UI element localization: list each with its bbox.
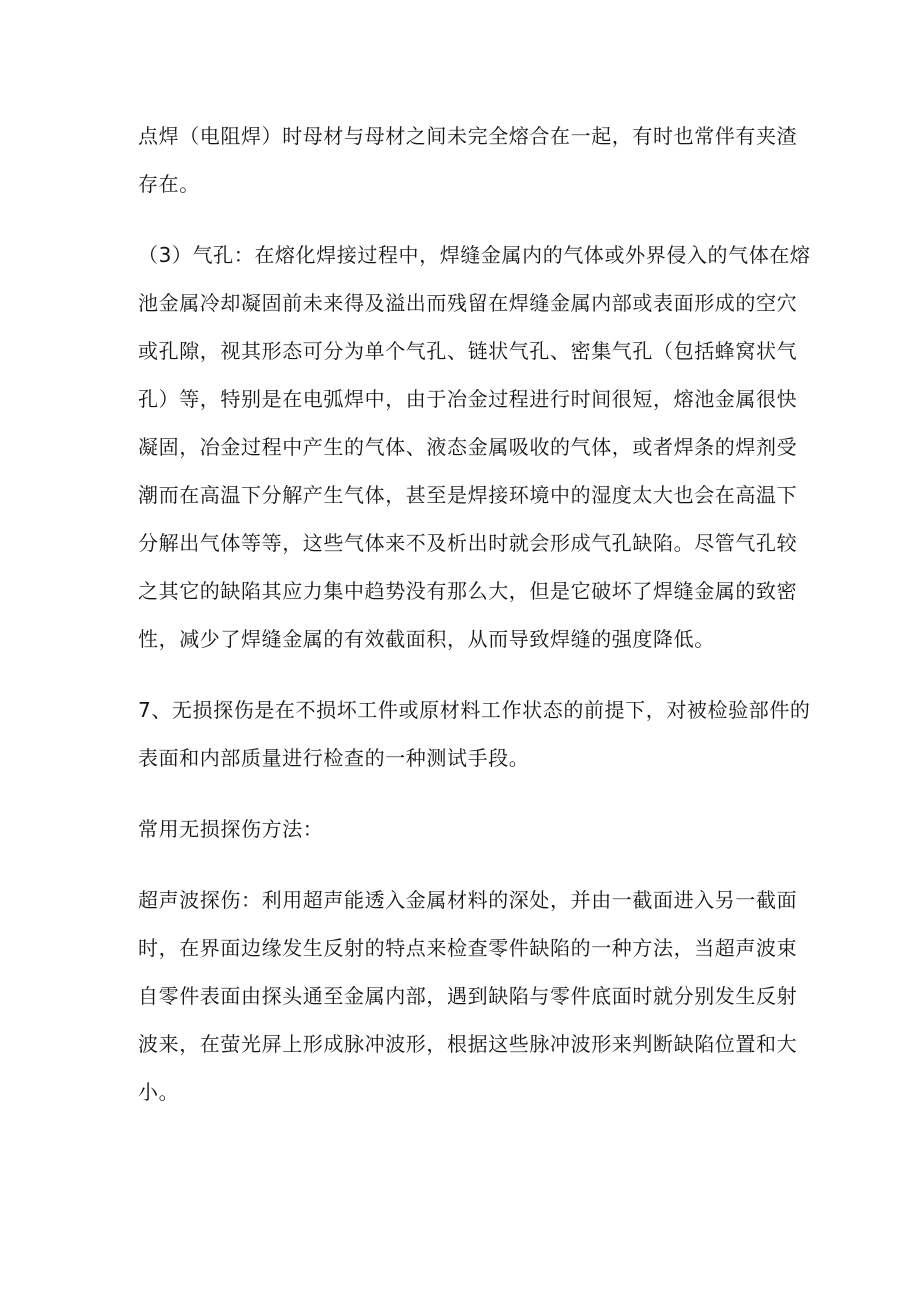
- paragraph-5-line-5: 小。: [138, 1080, 180, 1104]
- paragraph-5-line-2: 时，在界面边缘发生反射的特点来检查零件缺陷的一种方法，当超声波束: [138, 936, 798, 960]
- paragraph-2-line-9: 性，减少了焊缝金属的有效截面积，从而导致焊缝的强度降低。: [138, 627, 715, 651]
- paragraph-2-line-7: 分解出气体等等，这些气体来不及析出时就会形成气孔缺陷。尽管气孔较: [138, 531, 798, 555]
- paragraph-5-line-1: 超声波探伤：利用超声能透入金属材料的深处，并由一截面进入另一截面: [138, 888, 798, 912]
- paragraph-5-line-4: 波来，在萤光屏上形成脉冲波形，根据这些脉冲波形来判断缺陷位置和大: [138, 1032, 798, 1056]
- paragraph-3-line-1: 7、无损探伤是在不损坏工件或原材料工作状态的前提下，对被检验部件的: [138, 698, 811, 722]
- paragraph-2-line-8: 之其它的缺陷其应力集中趋势没有那么大，但是它破坏了焊缝金属的致密: [138, 579, 798, 603]
- paragraph-2-line-4: 孔）等，特别是在电弧焊中，由于冶金过程进行时间很短，熔池金属很快: [138, 387, 798, 411]
- paragraph-4-line-1: 常用无损探伤方法：: [138, 817, 324, 841]
- paragraph-2-line-3: 或孔隙，视其形态可分为单个气孔、链状气孔、密集气孔（包括蜂窝状气: [138, 339, 798, 363]
- paragraph-2-line-2: 池金属冷却凝固前未来得及溢出而残留在焊缝金属内部或表面形成的空穴: [138, 291, 798, 315]
- paragraph-1-line-1: 点焊（电阻焊）时母材与母材之间未完全熔合在一起，有时也常伴有夹渣: [138, 124, 798, 148]
- paragraph-2-line-1: （3）气孔：在熔化焊接过程中，焊缝金属内的气体或外界侵入的气体在熔: [138, 243, 811, 267]
- paragraph-3-line-2: 表面和内部质量进行检查的一种测试手段。: [138, 746, 530, 770]
- paragraph-2-line-5: 凝固，冶金过程中产生的气体、液态金属吸收的气体，或者焊条的焊剂受: [138, 435, 798, 459]
- paragraph-2-line-6: 潮而在高温下分解产生气体，甚至是焊接环境中的湿度太大也会在高温下: [138, 483, 798, 507]
- paragraph-1-line-2: 存在。: [138, 172, 200, 196]
- paragraph-5-line-3: 自零件表面由探头通至金属内部，遇到缺陷与零件底面时就分别发生反射: [138, 984, 798, 1008]
